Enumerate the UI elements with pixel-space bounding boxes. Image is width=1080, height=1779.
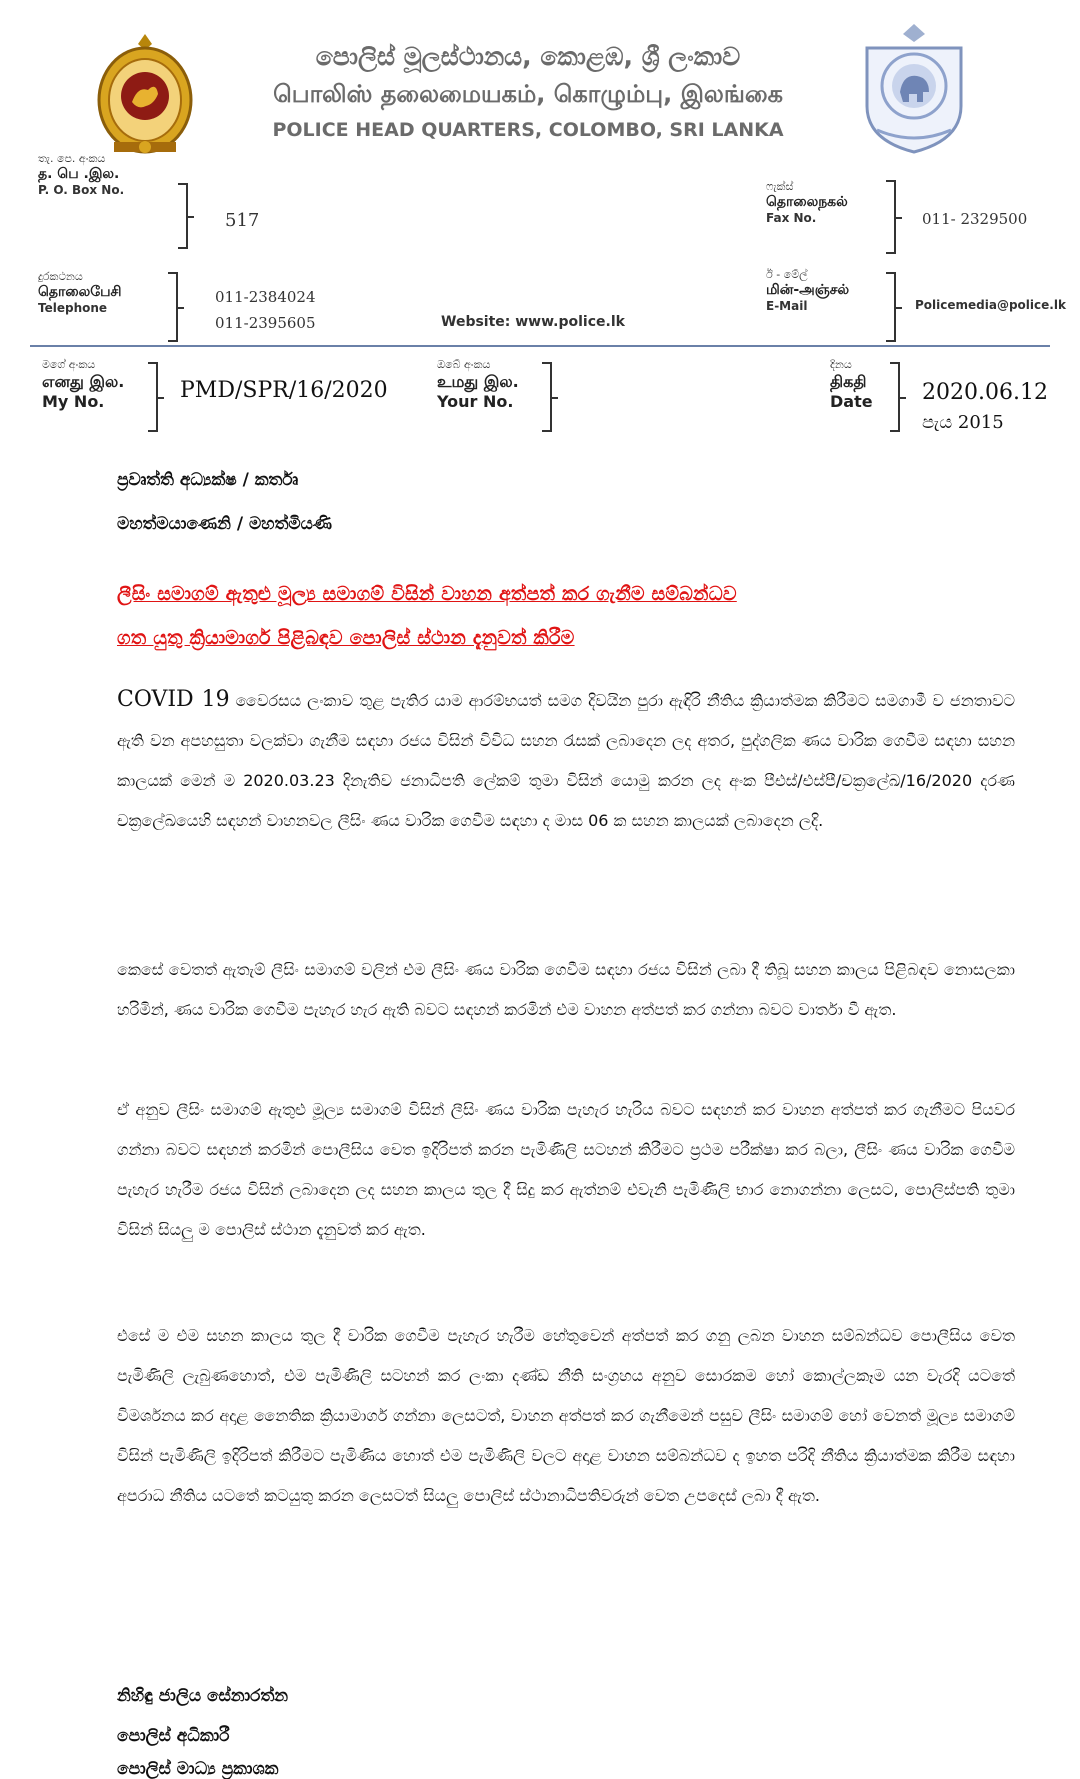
brace: [886, 272, 896, 342]
paragraph-1: [117, 680, 1015, 841]
po-box-label: තැ. පෙ. අංකය த. பெ .இல. P. O. Box No.: [38, 152, 125, 198]
brace: [890, 362, 900, 432]
email-value[interactable]: Policemedia@police.lk: [915, 298, 1066, 312]
divider-line: [30, 345, 1050, 347]
brace: [542, 362, 552, 432]
salutation-line-2: මහත්මයාණෙනි / මහත්මියණි: [117, 514, 332, 534]
telephone-value-1: 011-2384024: [215, 288, 316, 306]
telephone-value-2: 011-2395605: [215, 314, 316, 332]
date-label: දිනය திகதி Date: [830, 358, 873, 411]
my-no-label: මගේ අංකය எனது இல. My No.: [42, 358, 125, 411]
police-crest-icon: [855, 22, 973, 154]
brace: [148, 362, 158, 432]
letterhead: [228, 42, 828, 141]
covid-lead: COVID 19: [117, 687, 230, 712]
website-link[interactable]: Website: www.police.lk: [441, 314, 625, 330]
title-english: POLICE HEAD QUARTERS, COLOMBO, SRI LANKA: [272, 119, 784, 141]
telephone-label: දුරකථනය தொலைபேசி Telephone: [38, 270, 122, 316]
salutation-line-1: ප්‍රවෘත්ති අධ්‍යක්ෂ / කර්තෘ: [117, 470, 299, 490]
fax-label: ෆැක්ස් தொலைநகல் Fax No.: [766, 180, 848, 226]
date-hour: පැය 2015: [922, 412, 1004, 433]
signatory-rank: පොලිස් අධිකාරී: [117, 1726, 230, 1746]
signatory-name: නිහිඳු ජාලිය සේනාරත්න: [117, 1686, 289, 1706]
sri-lanka-emblem-icon: [90, 30, 200, 160]
paragraph-1-text: වෛරසය ලංකාව තුළ පැතිර යාම ආරම්භයත් සමග දිවයින පුරා ඇඳිරි නීතිය ක්‍රියාත්මක කිරීමට සමගාමී ව ජනතාවට ඇති වන අපහසුතා වලක්වා ගැනීම සඳහා රජය විසින් විවිධ සහන රැසක් ලබාදෙන ලද අතර, පුද්ගලික ණය වාරික ගෙවීම සඳහා සහන කාලයක් මෙන් ම 2020.03.23 දිනැතිව ජනාධිපති ලේකම් තුමා විසින් යොමු කරන ලද අංක පීඑස්/එස්පී/චක්‍රලේඛ/16/2020 දරණ චක්‍රලේඛයෙහි සඳහන් වාහනවල ලීසිං ණය වාරික ගෙවීම සඳහා ද මාස 06 ක සහන කාලයක් ලබාදෙන ලදි.: [117, 691, 1016, 830]
paragraph-2: කෙසේ වෙතත් ඇතැම් ලීසිං සමාගම් වලින් එම ලීසිං ණය වාරික ගෙවීම සඳහා රජය විසින් ලබා දී තිබූ සහන කාලය පිළිබඳව නොසලකා හරිමින්, ණය වාරික ගෙවීම පැහැර හැර ඇති බවට සඳහන් කරමින් එම වාහන අත්පත් කර ගන්නා බවට වාර්තා වී ඇත.: [117, 960, 1015, 1019]
brace: [168, 272, 178, 342]
title-sinhala: පොලිස් මූලස්ථානය, කොළඹ, ශ්‍රී ලංකාව: [315, 42, 741, 71]
brace: [886, 180, 896, 254]
po-box-value: 517: [225, 210, 260, 231]
your-no-label: ඔබේ අංකය உமது இல. Your No.: [437, 358, 519, 411]
title-tamil: பொலிஸ் தலைமையகம், கொழும்பு, இலங்கை: [273, 80, 783, 108]
subject-line-2: ගත යුතු ක්‍රියාමාර්ග පිළිබඳව පොලිස් ස්ථාන දැනුවත් කිරීම: [117, 627, 575, 649]
signatory-title: පොලිස් මාධ්‍ය ප්‍රකාශක: [117, 1759, 279, 1779]
brace: [178, 183, 188, 249]
fax-value: 011- 2329500: [922, 210, 1028, 228]
paragraph-4: එසේ ම එම සහන කාලය තුල දී වාරික ගෙවීම පැහැර හැරීම හේතුවෙන් අත්පත් කර ගනු ලබන වාහන සම්බන්ධව පොලීසිය වෙත පැමිණිලි ලැබුණහොත්, එම පැමිණිලි සටහන් කර ලංකා දණ්ඩ නීති සංග්‍රහය අනුව සොරකම හෝ කොල්ලකෑම යන වැරදි යටතේ විමර්ශනය කර අදාළ නෛතික ක්‍රියාමාර්ග ගන්නා ලෙසටත්, වාහන අත්පත් කර ගැනීමෙන් පසුව ලීසිං සමාගම් හෝ වෙනත් මූල්‍ය සමාගම් විසින් පැමිණිලි ඉදිරිපත් කිරීමට පැමිණිය හොත් එම පැමිණිලි වලට අදාළ වාහන සම්බන්ධව ද ඉහත පරිදි නීතිය ක්‍රියාත්මක කිරීම සඳහා අපරාධ නීතිය යටතේ කටයුතු කරන ලෙසටත් සියලු පොලිස් ස්ථානාධිපතිවරුන් වෙත උපදෙස් ලබා දී ඇත.: [117, 1326, 1015, 1505]
subject-line-1: ලීසිං සමාගම් ඇතුළු මූල්‍ය සමාගම් විසින් වාහන අත්පත් කර ගැනීම සම්බන්ධව: [117, 583, 737, 605]
my-no-value: PMD/SPR/16/2020: [180, 378, 388, 403]
date-value: 2020.06.12: [922, 380, 1048, 405]
paragraph-3: ඒ අනුව ලීසිං සමාගම් ඇතුළු මූල්‍ය සමාගම් විසින් ලීසිං ණය වාරික පැහැර හැරිය බවට සඳහන් කර වාහන අත්පත් කර ගැනීමට පියවර ගන්නා බවට සඳහන් කරමින් පොලීසිය වෙත ඉදිරිපත් කරන පැමිණිලි සටහන් කිරීමට ප්‍රථම පරීක්ෂා කර බලා, ලීසිං ණය වාරික ගෙවීම පැහැර හැරීම රජය විසින් ලබාදෙන ලද සහන කාලය තුල දී සිදු කර ඇත්නම් එවැනි පැමිණිලි භාර නොගන්නා ලෙසට, පොලිස්පති තුමා විසින් සියලු ම පොලිස් ස්ථාන දැනුවත් කර ඇත.: [117, 1100, 1015, 1239]
email-label: ඊ - මේල් மின்-அஞ்சல் E-Mail: [766, 268, 850, 314]
